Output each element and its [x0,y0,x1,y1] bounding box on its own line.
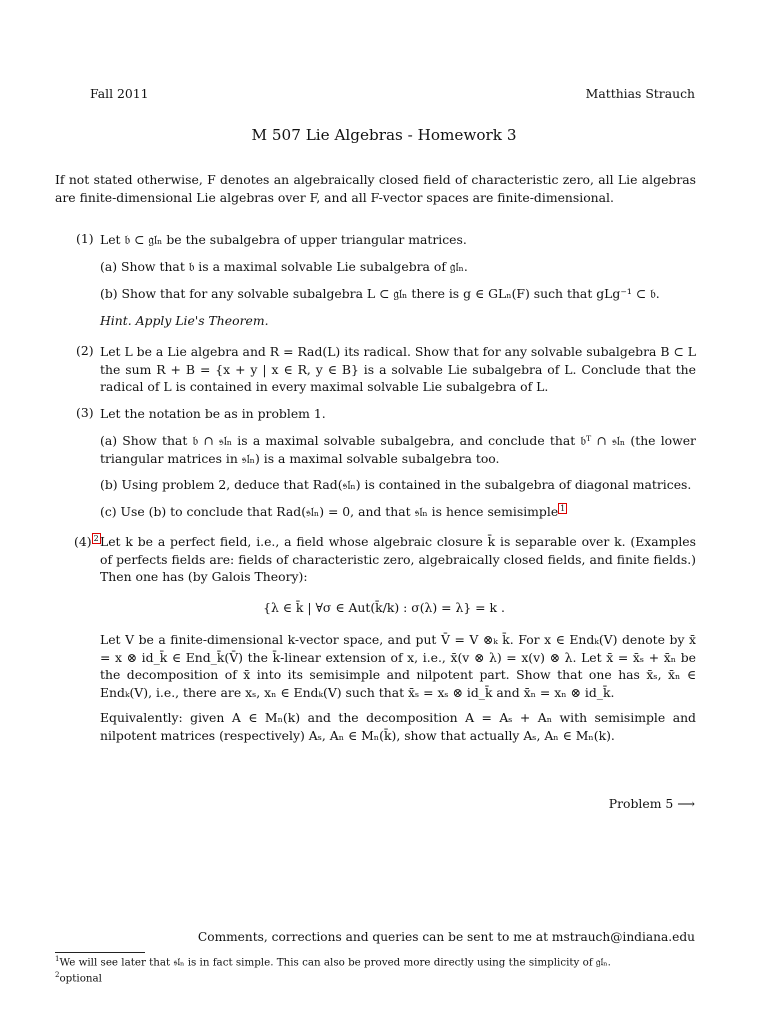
header-author: Matthias Strauch [585,86,695,101]
footnotes [55,951,611,987]
problem-3c [100,503,696,521]
problem-1-hint: Hint. Apply Lie's Theorem. [100,313,269,328]
problem-1a: (a) Show that 𝔟 is a maximal solvable Lie subalgebra of 𝔤𝔩ₙ. [100,259,468,274]
footnote-1-text: We will see later that 𝔰𝔩ₙ is in fact simple. This can also be proved more directly using the simplicity of 𝔤𝔩ₙ. [59,956,611,969]
page-title: M 507 Lie Algebras - Homework 3 [251,126,517,144]
problem-4-body: Let V be a finite-dimensional k-vector space, and put V̄ = V ⊗ₖ k̄. For x ∈ Endₖ(V) denote by x̄ = x ⊗ id_k̄ ∈ End_k̄(V̄) the k̄-linear extension of x, i.e., x̄(v ⊗ λ) = x(v) ⊗ λ. Let x̄ = x̄ₛ + x̄ₙ be the decomposition of x̄ into its semisimple and nilpotent part. Show that one has x̄ₛ, x̄ₙ ∈ Endₖ(V), i.e., there are xₛ, xₙ ∈ Endₖ(V) such that x̄ₛ = xₛ ⊗ id_k̄ and x̄ₙ = xₙ ⊗ id_k̄. [100,632,696,700]
intro-paragraph: If not stated otherwise, F denotes an algebraically closed field of characteristic zero, all Lie algebras are finite-dimensional Lie algebras over F, and all F-vector spaces are finite-dimensional. [55,172,696,205]
footnote-2-mark: 2 [55,971,60,980]
problem-4-number-text: (4) [74,534,92,550]
problem-2-statement: Let L be a Lie algebra and R = Rad(L) its radical. Show that for any solvable subalgebra B ⊂ L the sum R + B = {x + y | x ∈ R, y ∈ B} is a solvable Lie subalgebra of L. Conclude that the radical of L is contained in every maximal solvable Lie subalgebra of L. [100,344,696,394]
problem-3a: (a) Show that 𝔟 ∩ 𝔰𝔩ₙ is a maximal solvable subalgebra, and conclude that 𝔟ᵀ ∩ 𝔰𝔩ₙ (the lower triangular matrices in 𝔰𝔩ₙ) is a maximal solvable subalgebra too. [100,433,696,466]
galois-equation: {λ ∈ k̄ | ∀σ ∈ Aut(k̄/k) : σ(λ) = λ} = k . [263,600,505,615]
problem-4-statement: Let k be a perfect field, i.e., a field whose algebraic closure k̄ is separable over k. (Examples of perfects fields are: fields of characteristic zero, algebraically closed fields, and finite fields.) Then one has (by Galois Theory): [100,534,696,584]
footnote-2 [55,967,611,986]
footnote-1-mark: 1 [55,955,60,963]
problem-3-statement: Let the notation be as in problem 1. [100,406,326,421]
problem-1b: (b) Show that for any solvable subalgebra L ⊂ 𝔤𝔩ₙ there is g ∈ GLₙ(F) such that gLg⁻¹ ⊂ 𝔟. [100,286,660,301]
header-date: Fall 2011 [90,86,149,101]
footnote-1-link[interactable]: 1 [560,504,566,513]
problem-2-number: (2) [76,343,94,358]
problem-3b: (b) Using problem 2, deduce that Rad(𝔰𝔩ₙ) is contained in the subalgebra of diagonal matrices. [100,477,692,492]
comments-note: Comments, corrections and queries can be sent to me at mstrauch@indiana.edu [197,930,695,944]
problem-3c-text: (c) Use (b) to conclude that Rad(𝔰𝔩ₙ) = 0, and that 𝔰𝔩ₙ is hence semisimple [100,504,559,520]
problem-1-statement: Let 𝔟 ⊂ 𝔤𝔩ₙ be the subalgebra of upper triangular matrices. [100,232,467,247]
footnote-2-text: optional [59,972,102,985]
footnote-2-link[interactable]: 2 [93,534,99,543]
problem-4-equivalently: Equivalently: given A ∈ Mₙ(k) and the decomposition A = Aₛ + Aₙ with semisimple and nilpotent matrices (respectively) Aₛ, Aₙ ∈ Mₙ(k̄), show that actually Aₛ, Aₙ ∈ Mₙ(k). [100,710,696,743]
problem-1-number: (1) [76,231,94,246]
problem-3-number: (3) [76,405,94,420]
footnote-1 [55,951,611,970]
next-problem-link[interactable]: Problem 5 ⟶ [608,796,695,811]
problem-4-number [74,533,101,549]
